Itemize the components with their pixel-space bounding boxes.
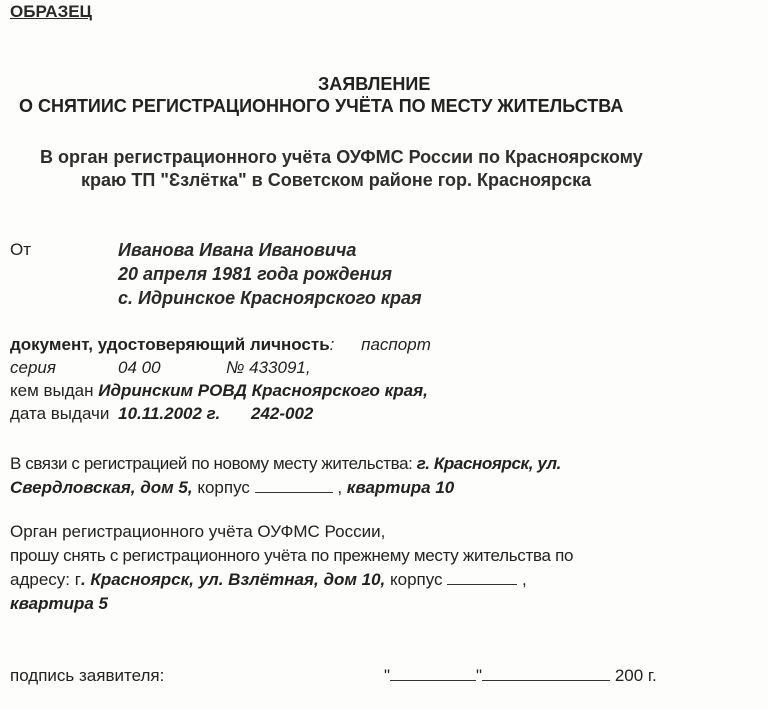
addressee-line-1: В орган регистрационного учёта ОУФМС России по Красноярскому	[40, 147, 643, 167]
passport-series-line	[10, 358, 311, 378]
signature-label: подпись заявителя:	[10, 666, 165, 685]
new-street-house: Свердловская, дом 5,	[10, 478, 193, 497]
issued-by-value: Идринским РОВД Красноярского края,	[98, 381, 428, 400]
month-blank	[482, 666, 610, 681]
request-line-2: прошу снять с регистрационного учёта по прежнему месту жительства по	[10, 546, 574, 565]
series-label: серия	[10, 358, 56, 377]
new-residence-line-2: Свердловская, дом 5, корпус , квартира 10	[10, 478, 455, 497]
signature-date-line: " " 200 г.	[384, 666, 657, 685]
old-address: . Красноярск, ул. Взлётная, дом 10,	[80, 570, 386, 589]
old-building-blank	[447, 570, 517, 585]
request-line-1: Орган регистрационного учёта ОУФМС России,	[10, 522, 386, 541]
new-apartment: квартира 10	[346, 478, 455, 497]
request-address-line: адресу: г. Красноярск, ул. Взлётная, дом 10, корпус ,	[10, 570, 527, 589]
applicant-birth-place: с. Идринское Красноярского края	[118, 288, 422, 308]
document-type: паспорт	[361, 335, 431, 354]
new-residence-line-1: В связи с регистрацией по новому месту жительства: г. Красноярск, ул.	[10, 454, 561, 473]
issued-by-line	[10, 381, 428, 401]
identity-document-label: документ, удостоверяющий личность	[10, 335, 330, 354]
addressee-line-2: краю ТП "Ɛзлётка" в Советском районе гор. Красноярска	[81, 170, 592, 190]
passport-number: № 433091,	[226, 358, 311, 377]
issue-date-line	[10, 404, 313, 424]
new-building-blank	[255, 478, 333, 493]
series-value: 04 00	[118, 358, 161, 377]
from-label: От	[10, 240, 32, 259]
division-code: 242-002	[250, 404, 314, 423]
identity-document-line: документ, удостоверяющий личность: паспорт	[10, 335, 431, 354]
applicant-birth-date: 20 апреля 1981 года рождения	[118, 264, 392, 284]
new-city-street: г. Красноярск, ул.	[416, 454, 561, 473]
year-text: 200 г.	[610, 666, 657, 685]
day-blank	[390, 666, 476, 681]
issue-date-value: 10.11.2002 г.	[118, 404, 221, 423]
sample-label: ОБРАЗЕЦ	[10, 2, 92, 21]
old-apartment: квартира 5	[10, 594, 109, 613]
applicant-name: Иванова Ивана Ивановича	[118, 240, 357, 260]
issued-by-label: кем выдан	[10, 381, 94, 400]
issue-date-label: дата выдачи	[10, 404, 110, 423]
document-subtitle: О СНЯТИИС РЕГИСТРАЦИОННОГО УЧЁТА ПО МЕСТУ ЖИТЕЛЬСТВА	[19, 96, 624, 116]
document-title: ЗАЯВЛЕНИЕ	[318, 74, 431, 94]
